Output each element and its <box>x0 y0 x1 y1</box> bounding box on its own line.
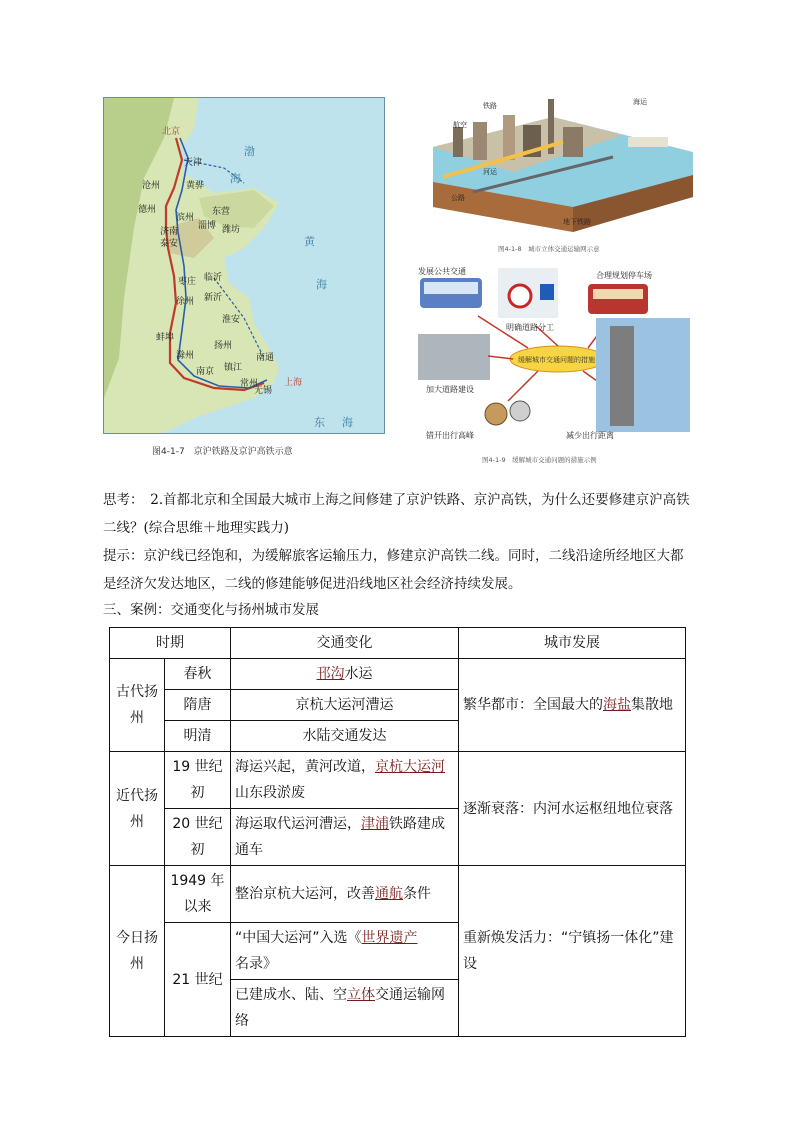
map-label-dezhou: 德州 <box>138 205 157 215</box>
transport-3d-caption: 图4-1-8 城市立体交通运输网示意 <box>498 245 600 253</box>
railway-map-figure <box>103 97 385 434</box>
yangzhou-table <box>109 627 686 1037</box>
city-dev-cell: 逐渐衰落：内河水运枢纽地位衰落 <box>459 752 686 866</box>
period-cell: 隋唐 <box>165 690 231 721</box>
map-label-huanghua: 黄骅 <box>186 181 205 191</box>
underlined-term: 海盐 <box>603 697 631 713</box>
transport-text: 整治京杭大运河，改善 <box>235 886 375 902</box>
period-cell: 春秋 <box>165 659 231 690</box>
table-row <box>110 659 686 690</box>
map-label-linyi: 临沂 <box>204 273 223 283</box>
header-transport: 交通变化 <box>231 628 459 659</box>
map-label-nantong: 南通 <box>256 353 275 363</box>
map-label-cangzhou: 沧州 <box>142 181 161 191</box>
map-sea-dong: 东 <box>314 416 325 429</box>
measures-illustration <box>418 256 694 446</box>
transport-cell <box>231 980 459 1037</box>
think-hint: 提示：京沪线已经饱和，为缓解旅客运输压力，修建京沪高铁二线。同时，二线沿途所经地区大都是经济欠发达地区，二线的修建能够促进沿线地区社会经济持续发展。 <box>103 548 684 592</box>
transport-text: 海运取代运河漕运， <box>235 816 361 832</box>
map-label-huaian: 淮安 <box>222 315 241 325</box>
transport-cell: 京杭大运河漕运 <box>231 690 459 721</box>
dev-text: 繁华都市：全国最大的 <box>463 697 603 713</box>
transport-3d-illustration <box>413 97 695 237</box>
underlined-term: 津浦 <box>361 816 389 832</box>
city-dev-cell <box>459 659 686 752</box>
underlined-term: 邗沟 <box>316 666 345 682</box>
table-header-row <box>110 628 686 659</box>
fig8-label-river: 河运 <box>483 168 497 176</box>
map-label-beijing: 北京 <box>162 127 181 137</box>
measure-stagger-peak: 错开出行高峰 <box>426 431 474 440</box>
measure-road-building: 加大道路建设 <box>426 385 474 394</box>
underlined-term: 通航 <box>375 886 403 902</box>
period-cell: 1949 年以来 <box>165 866 231 923</box>
map-label-zhenjiang: 镇江 <box>224 363 243 373</box>
fig8-label-railway: 铁路 <box>483 102 497 110</box>
map-label-taian: 泰安 <box>160 239 179 249</box>
measures-caption: 图4-1-9 缓解城市交通问题的措施示例 <box>482 456 597 464</box>
map-label-tianjin: 天津 <box>184 158 203 168</box>
map-label-nanjing: 南京 <box>196 367 215 377</box>
measure-road-division: 明确道路分工 <box>506 323 554 332</box>
map-label-xuzhou: 徐州 <box>176 297 195 307</box>
transport-cell <box>231 659 459 690</box>
era-today: 今日扬州 <box>110 866 165 1037</box>
transport-text: 交通运输网络 <box>235 987 445 1029</box>
transport-cell <box>231 866 459 923</box>
transport-3d-figure <box>413 97 695 237</box>
transport-cell: 水陆交通发达 <box>231 721 459 752</box>
fig8-label-air: 航空 <box>453 121 467 129</box>
map-label-bengbu: 蚌埠 <box>156 333 175 343</box>
transport-text: 水运 <box>344 666 373 682</box>
map-label-weifang: 潍坊 <box>222 225 241 235</box>
fig8-label-subway: 地下铁路 <box>563 218 591 226</box>
measure-reduce-distance: 减少出行距离 <box>566 431 614 440</box>
map-label-dongying: 东营 <box>212 207 231 217</box>
table-row <box>110 866 686 923</box>
map-label-binzhou: 滨州 <box>176 213 195 223</box>
map-caption: 图4-1-7 京沪铁路及京沪高铁示意 <box>152 447 293 457</box>
transport-cell <box>231 809 459 866</box>
map-label-shanghai: 上海 <box>284 378 303 388</box>
map-label-zaozhuang: 枣庄 <box>178 277 197 287</box>
transport-text: 已建成水、陆、空 <box>235 987 347 1003</box>
map-label-jinan: 济南 <box>160 227 179 237</box>
transport-text: 铁路建成通车 <box>235 816 445 858</box>
think-label: 思考： <box>103 492 137 508</box>
transport-cell <box>231 752 459 809</box>
underlined-term: 京杭大运河 <box>375 759 445 775</box>
header-period: 时期 <box>110 628 231 659</box>
map-sea-bo: 渤 <box>244 145 255 158</box>
measure-parking: 合理规划停车场 <box>596 271 652 280</box>
table-row <box>110 752 686 809</box>
fig8-label-sea: 海运 <box>633 98 647 106</box>
city-dev-cell: 重新焕发活力：“宁镇扬一体化”建设 <box>459 866 686 1037</box>
transport-text: 条件 <box>403 886 431 902</box>
transport-text: 山东段淤废 <box>235 785 305 801</box>
map-label-wuxi: 无锡 <box>254 386 273 396</box>
header-city: 城市发展 <box>459 628 686 659</box>
period-cell: 20 世纪初 <box>165 809 231 866</box>
map-sea-hai-2: 海 <box>316 278 327 291</box>
think-question-text: 2.首都北京和全国最大城市上海之间修建了京沪铁路、京沪高铁，为什么还要修建京沪高铁二线？(综合思维＋地理实践力) <box>103 492 690 536</box>
era-ancient: 古代扬州 <box>110 659 165 752</box>
map-label-chuzhou: 滁州 <box>176 351 195 361</box>
transport-text: 海运兴起，黄河改道， <box>235 759 375 775</box>
map-label-yangzhou: 扬州 <box>214 341 233 351</box>
section-title: 三、案例：交通变化与扬州城市发展 <box>103 602 319 618</box>
fig8-label-road: 公路 <box>451 194 465 202</box>
map-label-changzhou: 常州 <box>240 379 259 389</box>
think-question <box>103 486 693 542</box>
map-label-zibo: 淄博 <box>198 221 217 231</box>
transport-cell <box>231 923 459 980</box>
underlined-term: 立体 <box>347 987 375 1003</box>
period-cell: 明清 <box>165 721 231 752</box>
period-cell: 19 世纪初 <box>165 752 231 809</box>
period-cell: 21 世纪 <box>165 923 231 1037</box>
map-label-xinyi: 新沂 <box>204 293 223 303</box>
era-modern: 近代扬州 <box>110 752 165 866</box>
map-sea-hai-1: 海 <box>230 172 241 185</box>
dev-text: 集散地 <box>631 697 673 713</box>
measure-public-transport: 发展公共交通 <box>418 267 466 276</box>
transport-text: “中国大运河”入选《 <box>235 930 362 946</box>
underlined-term: 世界遗产 <box>361 930 418 946</box>
map-sea-hai-3: 海 <box>342 416 353 429</box>
measures-center-label: 缓解城市交通问题的措施 <box>518 356 595 364</box>
measures-figure <box>418 256 694 446</box>
map-sea-huang: 黄 <box>304 235 315 248</box>
transport-text: 名录》 <box>235 956 277 972</box>
